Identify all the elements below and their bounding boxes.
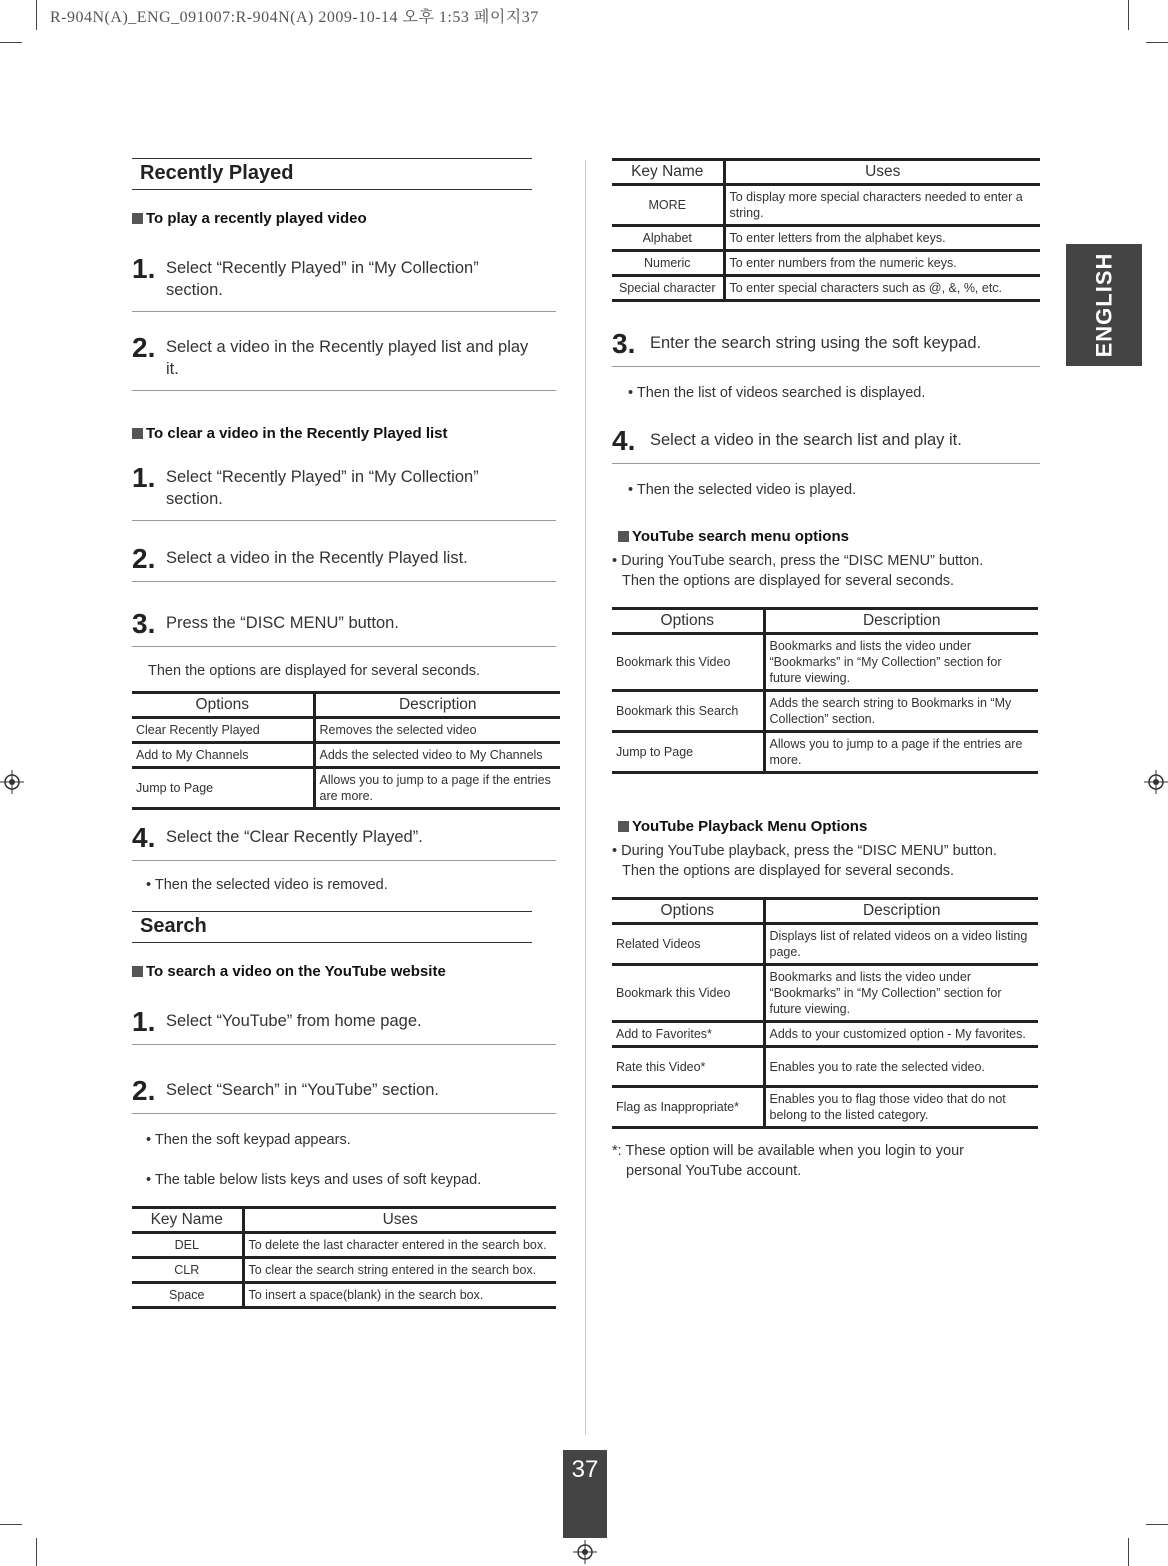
table-cell: To delete the last character entered in the search box. <box>243 1233 556 1258</box>
registration-mark-icon <box>0 770 24 794</box>
search-subheading <box>132 963 560 980</box>
table-cell: To insert a space(blank) in the search box. <box>243 1283 556 1308</box>
table-cell: Special character <box>612 276 724 301</box>
table-row <box>612 634 1038 691</box>
table-cell: Enables you to rate the selected video. <box>764 1047 1038 1087</box>
search-step-1 <box>132 1006 556 1045</box>
table-cell: Bookmark this Search <box>612 691 764 732</box>
table-row <box>132 718 560 743</box>
table-cell: To enter numbers from the numeric keys. <box>724 251 1040 276</box>
table-cell: Enables you to flag those video that do not belong to the listed category. <box>764 1087 1038 1128</box>
playback-menu-subheading <box>618 818 1040 835</box>
table-header: Options <box>612 899 764 924</box>
table-cell: Adds to your customized option - My favorites. <box>764 1022 1038 1047</box>
table-header-row <box>132 693 560 718</box>
table-cell: Alphabet <box>612 226 724 251</box>
search-step-4 <box>612 425 1040 464</box>
table-cell: Space <box>132 1283 243 1308</box>
table-cell: Numeric <box>612 251 724 276</box>
table-cell: Adds the selected video to My Channels <box>314 743 560 768</box>
clear-step-4 <box>132 822 556 861</box>
table-row <box>612 691 1038 732</box>
right-column <box>612 158 1040 1181</box>
clear-step-3 <box>132 608 556 647</box>
step-number: 2. <box>132 332 156 363</box>
step-number: 2. <box>132 543 156 574</box>
step-text: Select a video in the Recently played list and play it. <box>166 338 529 378</box>
playback-menu-table <box>612 897 1038 1129</box>
table-row <box>612 965 1038 1022</box>
step-text: Select “YouTube” from home page. <box>166 1012 422 1030</box>
step-text: Select “Recently Played” in “My Collection” section. <box>166 259 479 299</box>
language-tab <box>1066 244 1142 366</box>
clear-step-1 <box>132 462 556 521</box>
table-header: Options <box>612 609 764 634</box>
step-text: Select the “Clear Recently Played”. <box>166 828 423 846</box>
crop-mark <box>1128 1538 1129 1566</box>
playback-menu-subheading-text: YouTube Playback Menu Options <box>632 818 868 835</box>
search-note: • The table below lists keys and uses of soft keypad. <box>146 1172 482 1188</box>
step-3-note: • Then the list of videos searched is displayed. <box>628 385 926 401</box>
table-cell: Bookmarks and lists the video under “Bookmarks” in “My Collection” section for future viewing. <box>764 965 1038 1022</box>
left-column <box>132 158 560 1309</box>
step-number: 4. <box>132 822 156 853</box>
play-step-2 <box>132 332 556 391</box>
footnote: personal YouTube account. <box>626 1163 802 1179</box>
table-header: Key Name <box>132 1208 243 1233</box>
square-bullet-icon <box>618 821 629 832</box>
search-step-3 <box>612 328 1040 367</box>
table-header: Uses <box>243 1208 556 1233</box>
table-row <box>132 1233 556 1258</box>
table-cell: Bookmark this Video <box>612 965 764 1022</box>
table-cell: To enter letters from the alphabet keys. <box>724 226 1040 251</box>
table-header: Description <box>314 693 560 718</box>
table-header-row <box>612 160 1040 185</box>
table-header: Description <box>764 609 1038 634</box>
table-row <box>612 226 1040 251</box>
language-tab-text: ENGLISH <box>1091 252 1117 358</box>
play-step-1 <box>132 253 556 312</box>
playback-menu-note: • During YouTube playback, press the “DISC MENU” button. <box>612 843 997 859</box>
table-row <box>612 924 1038 965</box>
search-menu-subheading <box>618 528 1040 545</box>
table-cell: Jump to Page <box>612 732 764 773</box>
clear-subheading-text: To clear a video in the Recently Played list <box>146 425 448 442</box>
square-bullet-icon <box>132 428 143 439</box>
playback-menu-note: Then the options are displayed for several seconds. <box>622 863 955 879</box>
step-number: 3. <box>612 328 636 359</box>
step-number: 1. <box>132 462 156 493</box>
table-row <box>132 1283 556 1308</box>
step-text: Select “Recently Played” in “My Collection” section. <box>166 468 479 508</box>
table-row <box>612 276 1040 301</box>
crop-mark <box>1128 0 1129 30</box>
table-cell: To display more special characters needed to enter a string. <box>724 185 1040 226</box>
step-4-note: • Then the selected video is played. <box>628 482 857 498</box>
table-header-row <box>612 899 1038 924</box>
search-title: Search <box>132 911 532 943</box>
table-cell: Clear Recently Played <box>132 718 314 743</box>
table-cell: To enter special characters such as @, &, %, etc. <box>724 276 1040 301</box>
search-note: • Then the soft keypad appears. <box>146 1132 351 1148</box>
crop-mark <box>0 1524 22 1525</box>
table-cell: Add to Favorites* <box>612 1022 764 1047</box>
search-subheading-text: To search a video on the YouTube website <box>146 963 446 980</box>
table-row <box>612 732 1038 773</box>
step-number: 2. <box>132 1075 156 1106</box>
search-step-2 <box>132 1075 556 1114</box>
clear-step-4-note: • Then the selected video is removed. <box>146 877 388 893</box>
square-bullet-icon <box>132 966 143 977</box>
crop-mark <box>0 42 22 43</box>
table-cell: Allows you to jump to a page if the entries are more. <box>314 768 560 809</box>
table-cell: Displays list of related videos on a video listing page. <box>764 924 1038 965</box>
footnote: *: These option will be available when you login to your <box>612 1143 964 1159</box>
table-header: Uses <box>724 160 1040 185</box>
crop-mark <box>36 1538 37 1566</box>
play-subheading <box>132 210 560 227</box>
registration-mark-icon <box>573 1540 597 1564</box>
table-cell: Removes the selected video <box>314 718 560 743</box>
column-divider <box>585 160 586 1435</box>
clear-options-table <box>132 691 560 810</box>
table-cell: CLR <box>132 1258 243 1283</box>
table-header: Key Name <box>612 160 724 185</box>
step-text: Select a video in the Recently Played list. <box>166 549 468 567</box>
step-text: Select a video in the search list and play it. <box>650 431 962 449</box>
table-cell: Bookmarks and lists the video under “Bookmarks” in “My Collection” section for future viewing. <box>764 634 1038 691</box>
table-header: Description <box>764 899 1038 924</box>
play-subheading-text: To play a recently played video <box>146 210 367 227</box>
table-cell: Related Videos <box>612 924 764 965</box>
print-header: R-904N(A)_ENG_091007:R-904N(A) 2009-10-14 오후 1:53 페이지37 <box>50 9 539 26</box>
search-menu-subheading-text: YouTube search menu options <box>632 528 849 545</box>
table-cell: Allows you to jump to a page if the entries are more. <box>764 732 1038 773</box>
clear-note: Then the options are displayed for several seconds. <box>148 663 481 679</box>
search-menu-note: Then the options are displayed for several seconds. <box>622 573 955 589</box>
step-text: Enter the search string using the soft keypad. <box>650 334 982 352</box>
step-number: 3. <box>132 608 156 639</box>
table-row <box>612 251 1040 276</box>
table-header-row <box>612 609 1038 634</box>
crop-mark <box>36 0 37 30</box>
table-cell: Adds the search string to Bookmarks in “My Collection” section. <box>764 691 1038 732</box>
table-row <box>132 768 560 809</box>
table-cell: To clear the search string entered in the search box. <box>243 1258 556 1283</box>
table-cell: Jump to Page <box>132 768 314 809</box>
square-bullet-icon <box>132 213 143 224</box>
table-row <box>612 1087 1038 1128</box>
table-row <box>612 1022 1038 1047</box>
registration-mark-icon <box>1144 770 1168 794</box>
step-text: Press the “DISC MENU” button. <box>166 614 399 632</box>
table-row <box>132 1258 556 1283</box>
soft-keypad-table <box>132 1206 556 1309</box>
search-menu-table <box>612 607 1038 774</box>
table-header: Options <box>132 693 314 718</box>
clear-step-2 <box>132 543 556 582</box>
table-row <box>612 185 1040 226</box>
table-cell: MORE <box>612 185 724 226</box>
table-row <box>612 1047 1038 1087</box>
table-header-row <box>132 1208 556 1233</box>
soft-keypad-table-continued <box>612 158 1040 302</box>
table-cell: Rate this Video* <box>612 1047 764 1087</box>
step-number: 1. <box>132 253 156 284</box>
table-cell: Add to My Channels <box>132 743 314 768</box>
square-bullet-icon <box>618 531 629 542</box>
step-number: 1. <box>132 1006 156 1037</box>
crop-mark <box>1146 42 1168 43</box>
table-cell: DEL <box>132 1233 243 1258</box>
step-text: Select “Search” in “YouTube” section. <box>166 1081 439 1099</box>
crop-mark <box>1146 1524 1168 1525</box>
recently-played-title: Recently Played <box>132 158 532 190</box>
step-number: 4. <box>612 425 636 456</box>
table-cell: Bookmark this Video <box>612 634 764 691</box>
page-number: 37 <box>563 1450 607 1538</box>
table-row <box>132 743 560 768</box>
search-menu-note: • During YouTube search, press the “DISC MENU” button. <box>612 553 984 569</box>
table-cell: Flag as Inappropriate* <box>612 1087 764 1128</box>
clear-subheading <box>132 425 560 442</box>
